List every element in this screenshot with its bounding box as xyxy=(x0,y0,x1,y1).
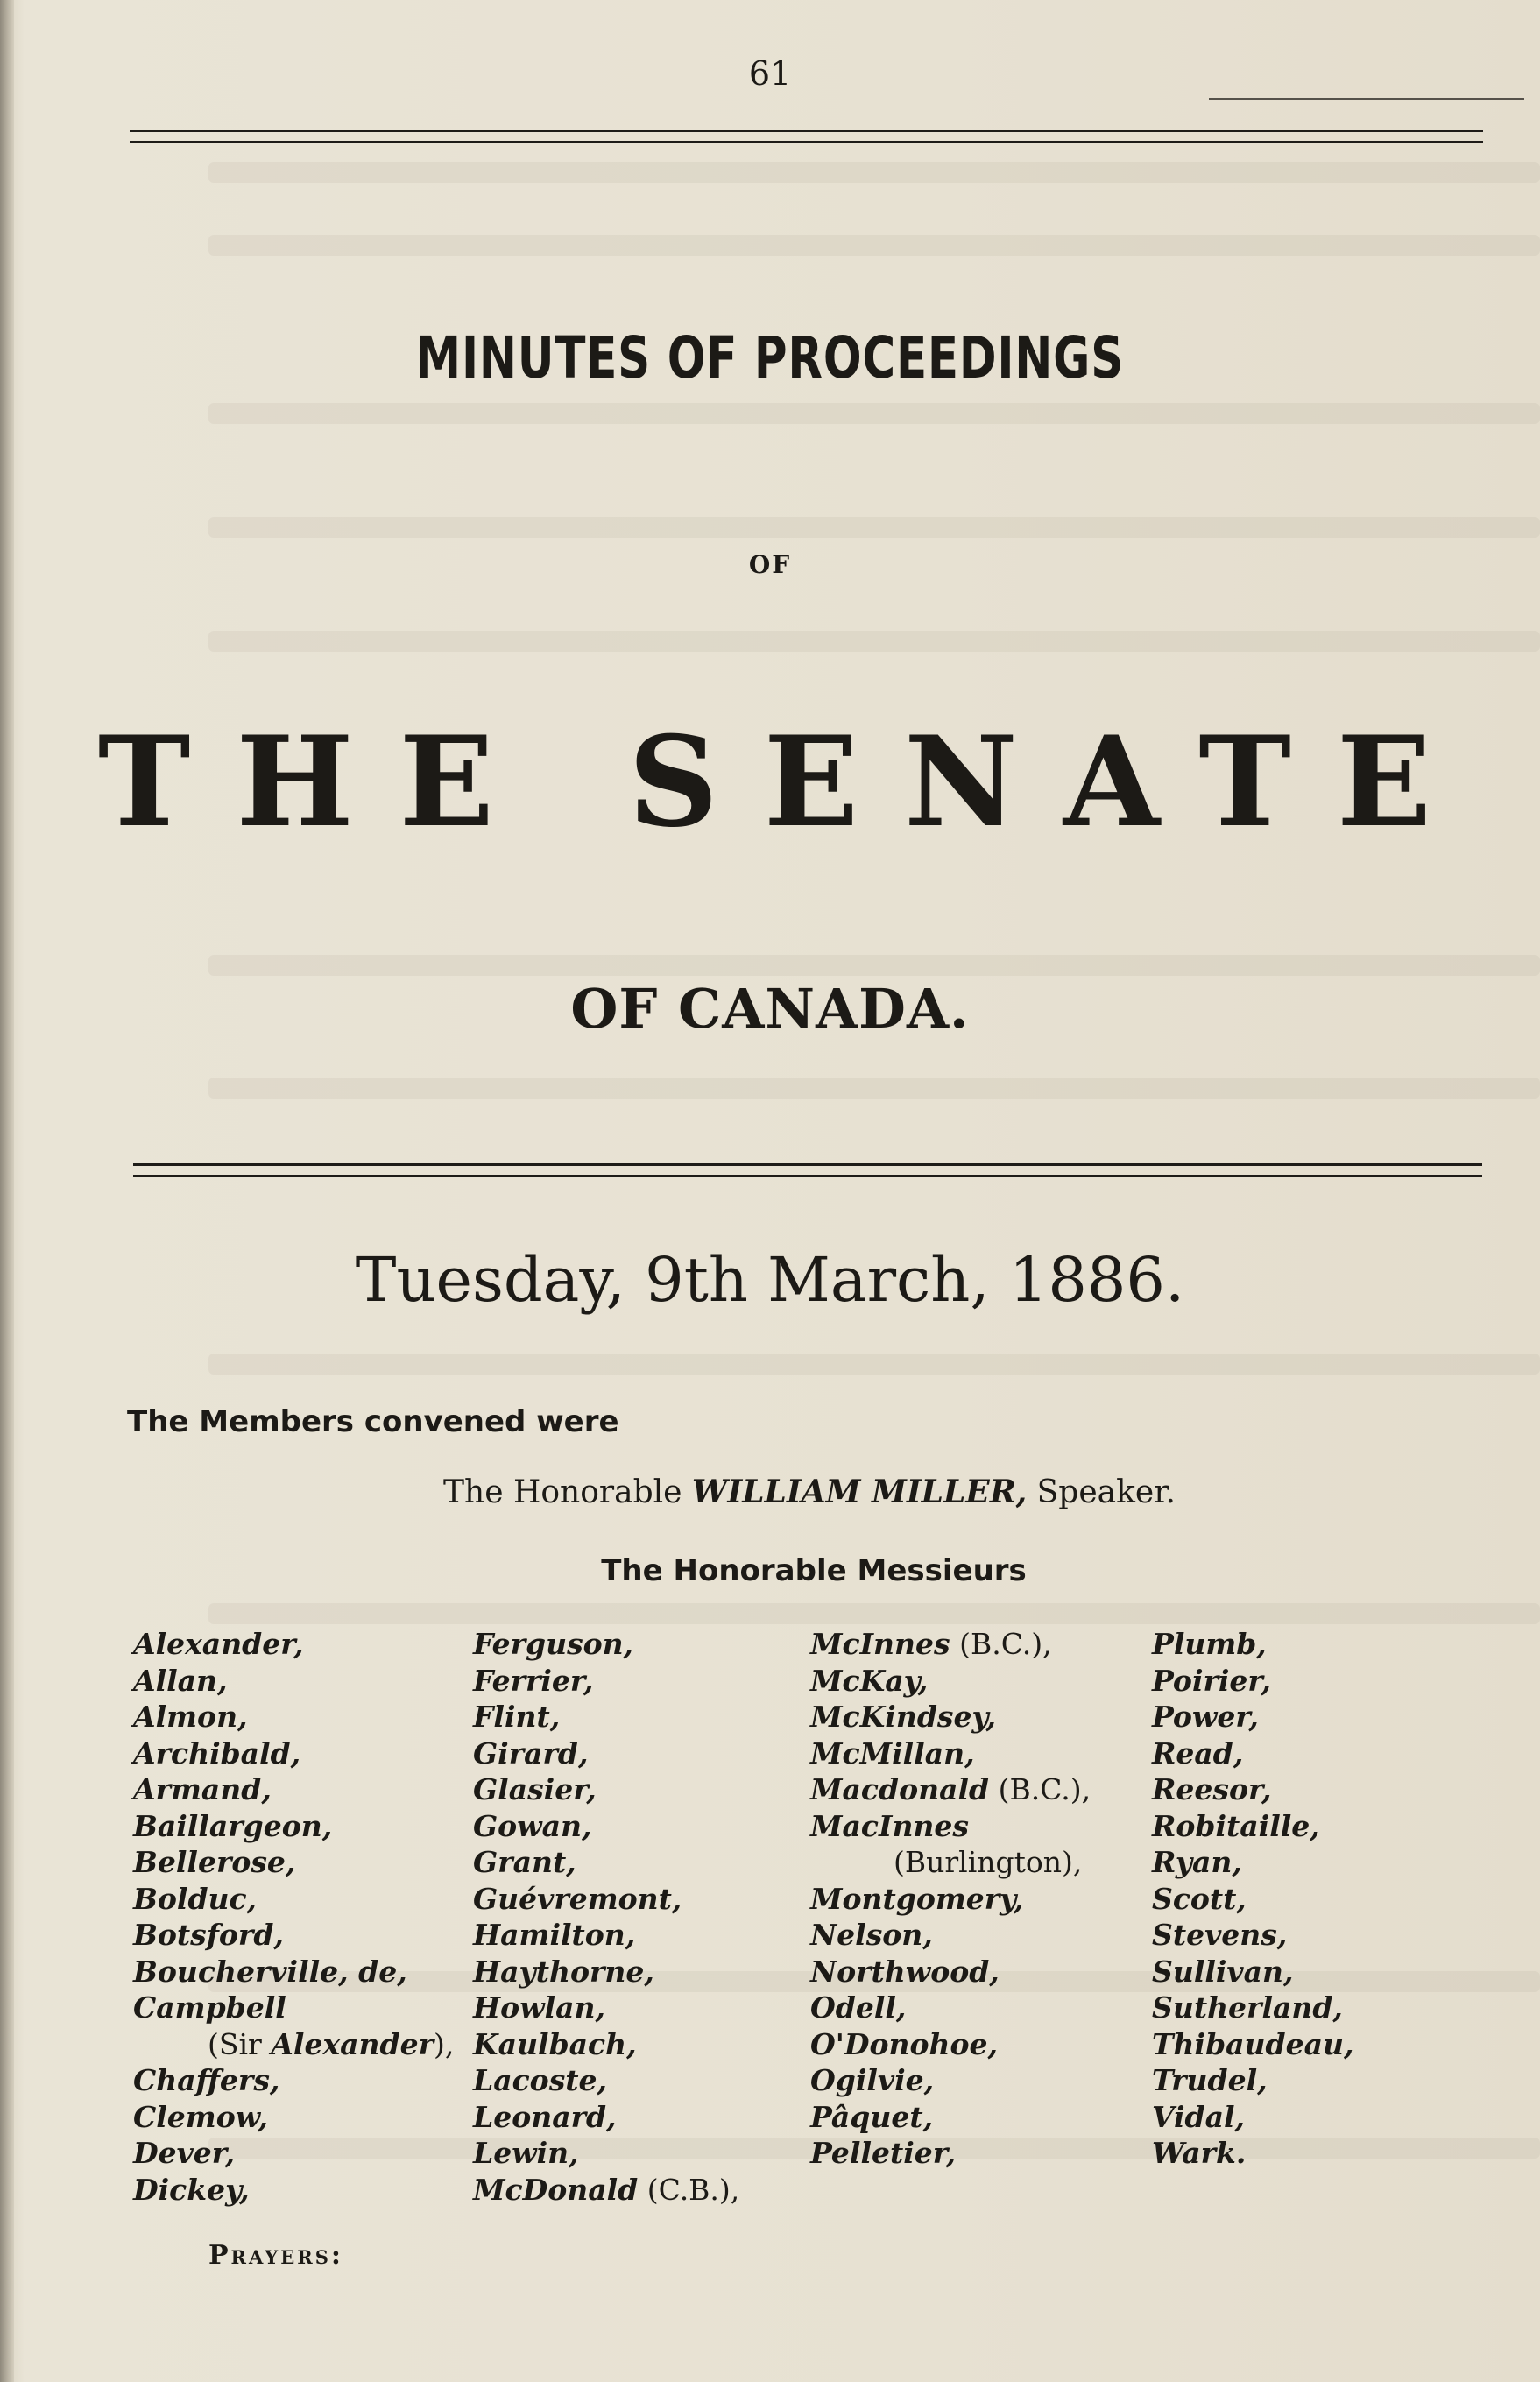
member-name: Bellerose, xyxy=(133,1845,296,1879)
show-through-text xyxy=(208,517,1540,538)
member-name-continuation xyxy=(133,2026,454,2063)
member-name: Pelletier, xyxy=(810,2136,957,2170)
member-name: Armand, xyxy=(133,1772,272,1806)
member-name: Scott, xyxy=(1152,1881,1247,1916)
member-name: Ferrier, xyxy=(473,1663,594,1698)
member-name: Allan, xyxy=(133,1663,228,1698)
member-name: Campbell xyxy=(133,1990,286,2025)
show-through-text xyxy=(208,1354,1540,1375)
member-name: Northwood, xyxy=(810,1954,1000,1989)
member-name: Macdonald xyxy=(810,1772,990,1806)
middle-double-rule xyxy=(133,1163,1482,1177)
messieurs-label: The Honorable Messieurs xyxy=(601,1553,1027,1588)
show-through-text xyxy=(208,955,1540,976)
member-name: Trudel, xyxy=(1152,2063,1268,2097)
member-name: Ogilvie, xyxy=(810,2063,935,2097)
member-name: Kaulbach, xyxy=(473,2026,637,2061)
member-name: Almon, xyxy=(133,1700,248,1734)
page-number: 61 xyxy=(748,54,792,93)
continuation-name: Alexander xyxy=(271,2026,434,2061)
show-through-text xyxy=(208,1078,1540,1099)
member-name: Wark. xyxy=(1152,2136,1247,2170)
member-entry xyxy=(473,2172,739,2209)
member-name: MacInnes xyxy=(810,1808,970,1843)
member-name-continuation: (Burlington), xyxy=(894,1845,1083,1879)
member-suffix: (C.B.), xyxy=(638,2172,740,2207)
page-binding-edge xyxy=(0,0,14,2382)
member-name: Ferguson, xyxy=(473,1627,634,1661)
members-column-3 xyxy=(810,1626,1091,2172)
member-entry xyxy=(810,1626,1091,1663)
speaker-line xyxy=(0,1474,1540,1510)
member-name: Lewin, xyxy=(473,2136,579,2170)
member-name: Pâquet, xyxy=(810,2099,934,2134)
member-name: McMillan, xyxy=(810,1735,975,1771)
member-name: Sullivan, xyxy=(1152,1954,1294,1989)
members-column-1 xyxy=(133,1626,454,2208)
speaker-name: WILLIAM MILLER, xyxy=(691,1474,1028,1510)
member-suffix: (B.C.), xyxy=(989,1772,1091,1806)
member-name: Chaffers, xyxy=(133,2063,280,2097)
member-name: Ryan, xyxy=(1152,1845,1242,1879)
member-name: Gowan, xyxy=(473,1808,592,1843)
member-name: Reesor, xyxy=(1152,1772,1272,1806)
member-entry xyxy=(810,1771,1091,1808)
member-name: McKindsey, xyxy=(810,1700,996,1734)
heading-minutes: MINUTES OF PROCEEDINGS xyxy=(415,324,1125,392)
member-name: Haythorne, xyxy=(473,1954,654,1989)
speaker-prefix: The Honorable xyxy=(443,1474,682,1510)
members-intro: The Members convened were xyxy=(127,1404,619,1439)
member-name: Sutherland, xyxy=(1152,1990,1343,2025)
member-name: Montgomery, xyxy=(810,1881,1024,1916)
member-name: McInnes xyxy=(810,1627,950,1661)
member-name: Alexander, xyxy=(133,1627,304,1661)
continuation-prefix: (Sir xyxy=(208,2026,272,2061)
member-name: Nelson, xyxy=(810,1918,933,1952)
show-through-text xyxy=(208,235,1540,256)
member-name: Robitaille, xyxy=(1152,1808,1320,1843)
prayers-heading: Prayers: xyxy=(208,2240,343,2271)
show-through-text xyxy=(208,162,1540,183)
member-name: Clemow, xyxy=(133,2099,268,2134)
continuation-suffix: ), xyxy=(433,2026,455,2061)
member-name: Baillargeon, xyxy=(133,1808,333,1843)
session-date: Tuesday, 9th March, 1886. xyxy=(355,1244,1185,1316)
member-name: Lacoste, xyxy=(473,2063,607,2097)
heading-the-senate: THE SENATE xyxy=(97,710,1478,855)
top-double-rule xyxy=(130,130,1483,143)
heading-of: OF xyxy=(748,550,792,579)
member-name: O'Donohoe, xyxy=(810,2026,998,2061)
members-column-4 xyxy=(1152,1626,1353,2172)
member-name: Guévremont, xyxy=(473,1881,682,1916)
member-name: Dever, xyxy=(133,2136,236,2170)
member-name: Thibaudeau, xyxy=(1152,2026,1354,2061)
member-name: Boucherville, de, xyxy=(133,1954,407,1989)
show-through-text xyxy=(208,1603,1540,1624)
member-name: Howlan, xyxy=(473,1990,605,2025)
member-name: Poirier, xyxy=(1152,1663,1271,1698)
member-name: Glasier, xyxy=(473,1772,597,1806)
member-name: Read, xyxy=(1152,1735,1244,1771)
member-name: Archibald, xyxy=(133,1735,301,1771)
members-column-2 xyxy=(473,1626,739,2208)
speaker-title: Speaker. xyxy=(1036,1474,1176,1510)
member-name: Stevens, xyxy=(1152,1918,1288,1952)
member-name: Girard, xyxy=(473,1735,589,1771)
heading-of-canada: OF CANADA. xyxy=(570,977,970,1041)
member-name: McKay, xyxy=(810,1663,929,1698)
member-name: Bolduc, xyxy=(133,1881,258,1916)
member-name: McDonald xyxy=(473,2172,639,2207)
member-name: Odell, xyxy=(810,1990,907,2025)
member-suffix: (B.C.), xyxy=(950,1627,1052,1661)
member-name: Plumb, xyxy=(1152,1627,1267,1661)
member-name: Vidal, xyxy=(1152,2099,1246,2134)
member-name: Botsford, xyxy=(133,1918,284,1952)
member-name: Flint, xyxy=(473,1700,561,1734)
member-name: Grant, xyxy=(473,1845,576,1879)
show-through-text xyxy=(208,631,1540,652)
member-name: Hamilton, xyxy=(473,1918,636,1952)
member-name: Leonard, xyxy=(473,2099,617,2134)
member-name: Dickey, xyxy=(133,2172,250,2207)
show-through-text xyxy=(208,403,1540,424)
member-name: Power, xyxy=(1152,1700,1259,1734)
bleed-rule xyxy=(1209,98,1524,100)
